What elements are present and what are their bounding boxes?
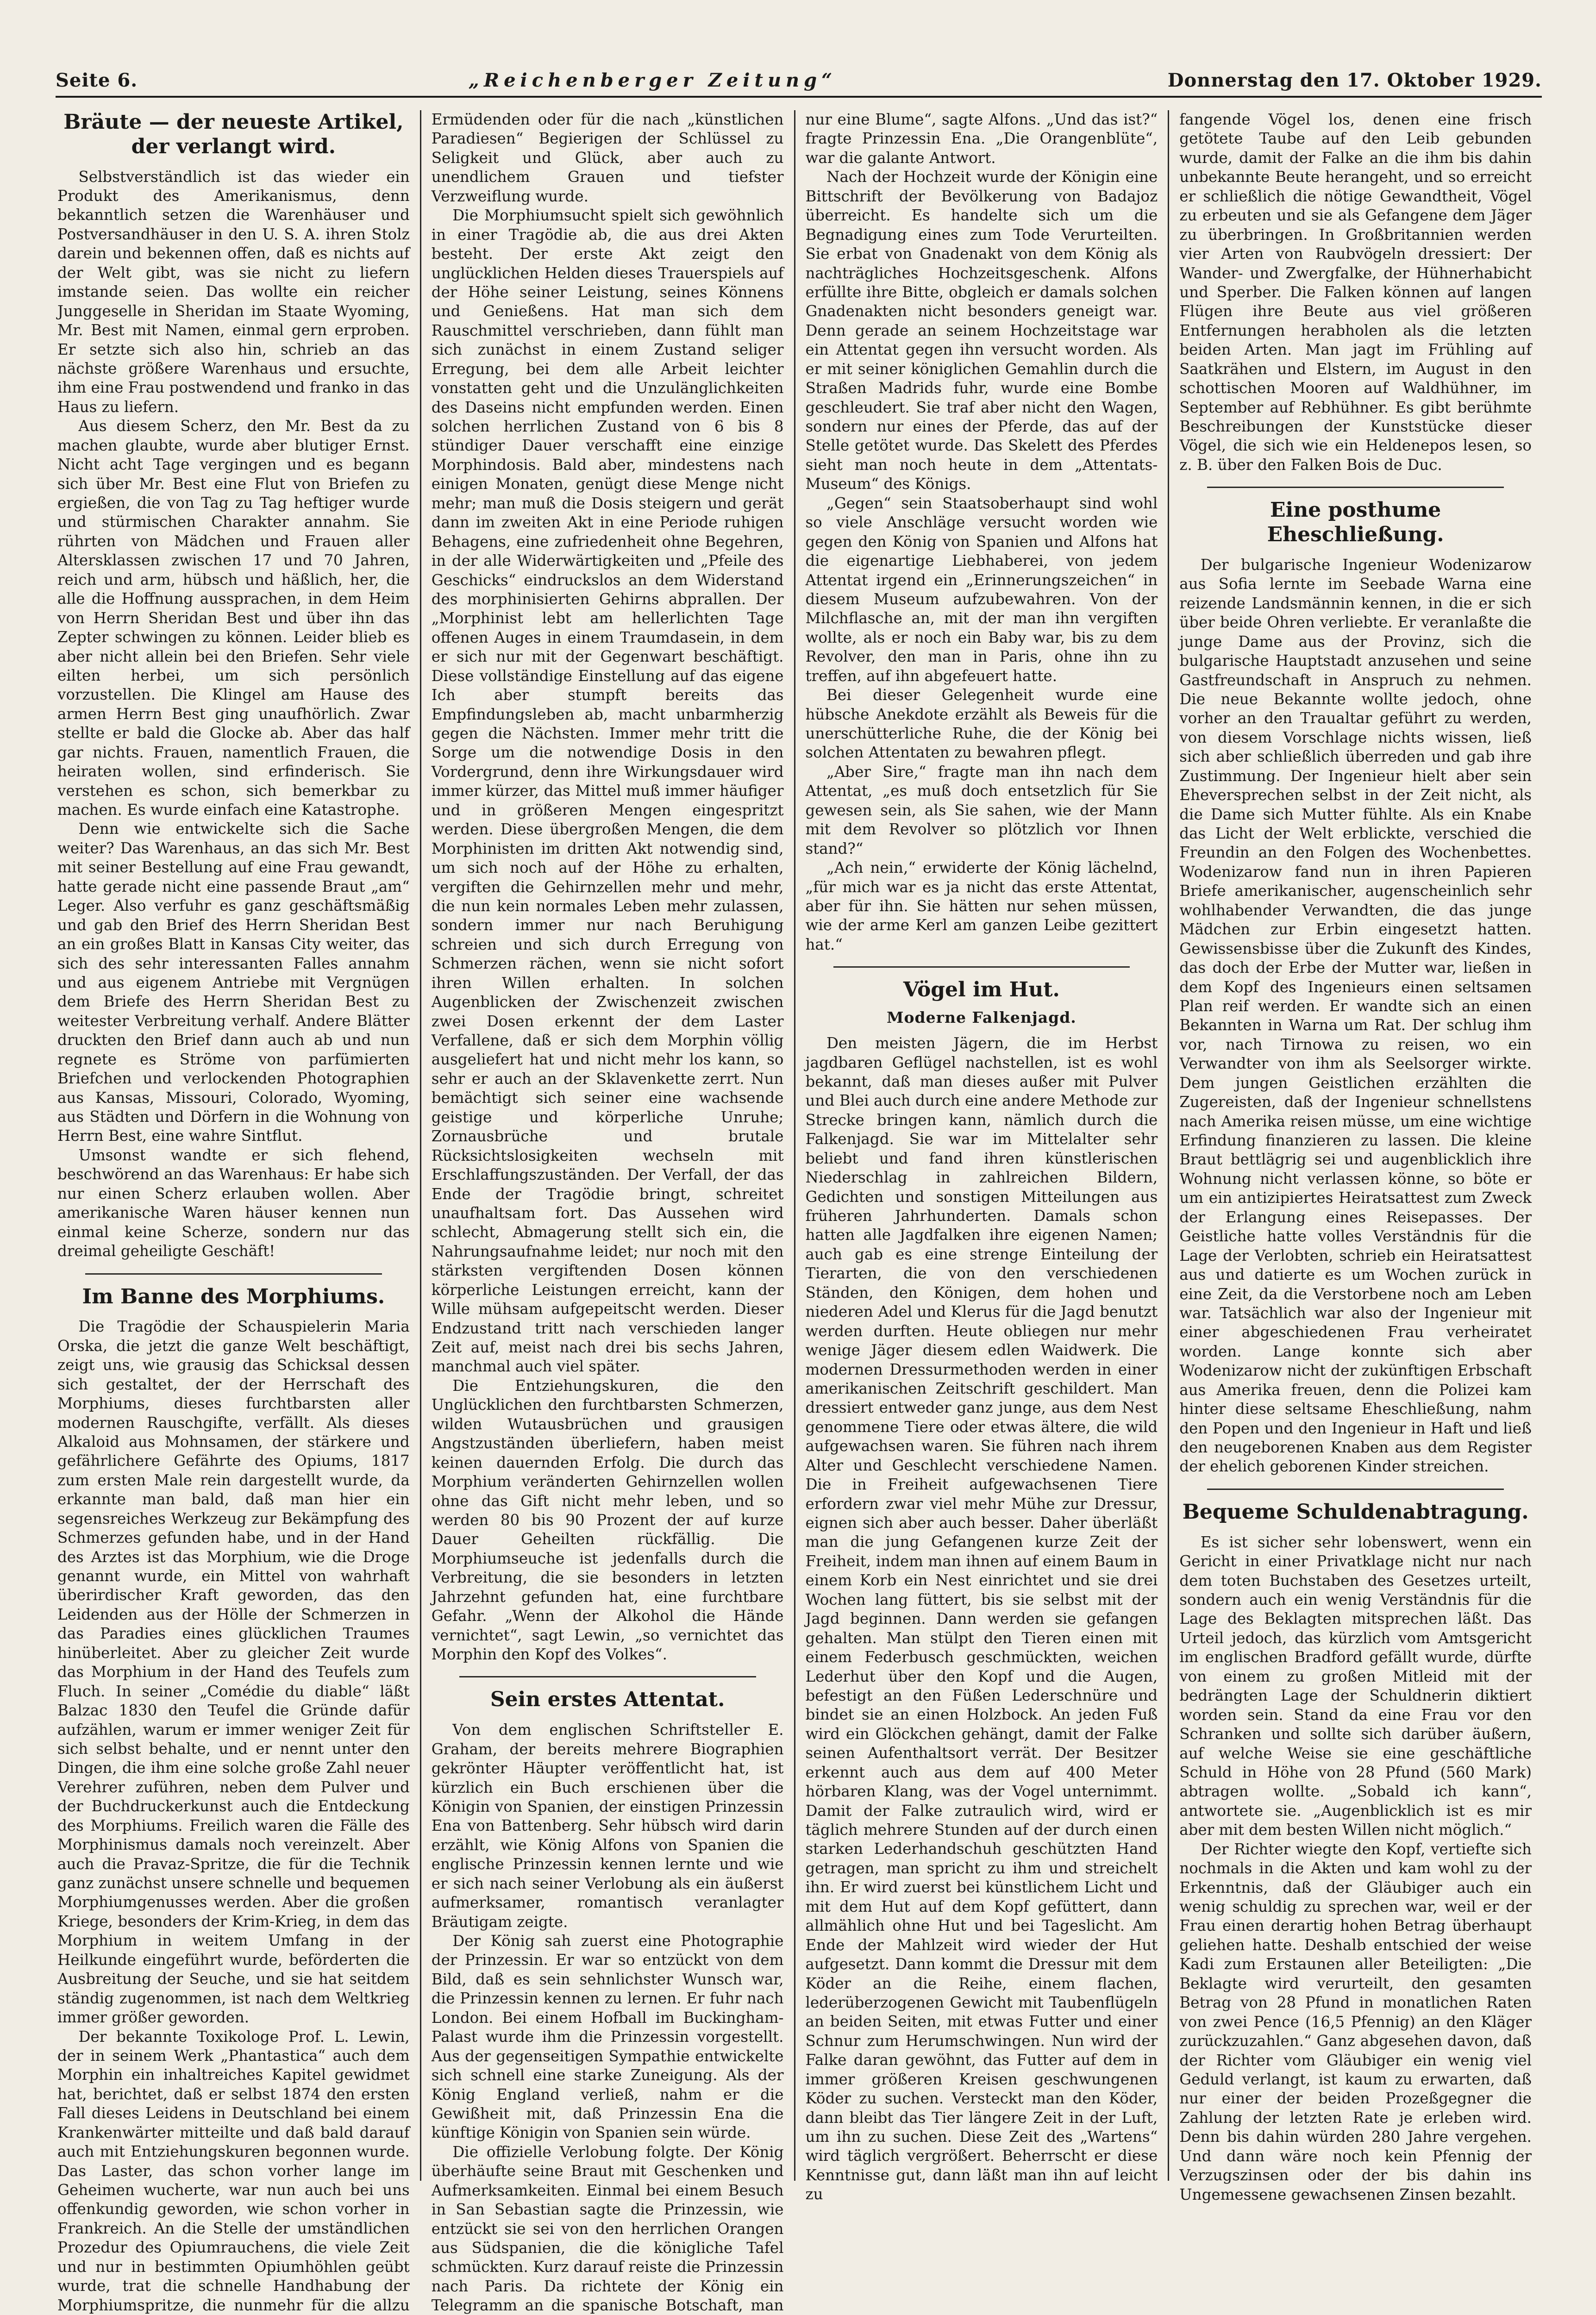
paragraph: Den meisten Jägern, die im Herbst jagdbaren Geflügel nachstellen, ist es wohl bekannt, daß man dieses außer mit Pulver und Blei auch durch eine andere Methode zur Strecke bringen kann, nämlich durch die Falkenjagd. Sie war im Mittelalter sehr beliebt und fand ihren künstlerischen Niederschlag in zahlreichen Bildern, Gedichten und sonstigen Mitteilungen aus früheren Jahrhunderten. Damals schon hatten alle Jagdfalken ihre eigenen Namen; auch gab es eine strenge Einteilung der Tierarten, die von den verschiedenen Ständen, den Königen, dem hohen und niederen Adel und Klerus für die Jagd benutzt werden durften. Heute obliegen nur mehr wenige Jäger diesem edlen Waidwerk. Die modernen Dressurmethoden werden in einer amerikanischen Zeitschrift geschildert. Man dressiert entweder ganz junge, aus dem Nest genommene Tiere oder etwas ältere, die wild aufgewachsen waren. Sie führen nach ihrem Alter und Geschlecht verschiedene Namen. Die in Freiheit aufgewachsenen Tiere erfordern zwar viel mehr Mühe zur Dressur, eignen sich aber auch besser. Daher überläßt man die jung Gefangenen kurze Zeit der Freiheit, indem man ihnen auf einem Baum in einem Korb ein Nest einrichtet und sie drei Wochen lang füttert, bis sie selbst mit der Jagd beginnen. Dann werden sie gefangen gehalten. Man stülpt den Tieren einen mit einem Federbusch geschmückten, weichen Lederhut über den Kopf und die Augen, befestigt an den Füßen Lederschnüre und bindet sie an einen Holzbock. An jeden Fuß wird ein Glöckchen gehängt, damit der Falke seinen Aufenthaltsort verrät. Der Besitzer erkennt auch aus dem auf 400 Meter hörbaren Klang, was der Vogel unternimmt. Damit der Falke zutraulich wird, wird er täglich mehrere Stunden auf der durch einen starken Lederhandschuh geschützten Hand getragen, man spricht zu ihm und streichelt ihn. Er wird zuerst bei künstlichem Licht und mit dem Hut auf dem Kopf gefüttert, dann allmählich ohne Hut und bei Tageslicht. Am Ende der Mahlzeit wird wieder der Hut aufgesetzt. Dann kommt die Dressur mit dem Köder an die Reihe, einem flachen, lederüberzogenen Gewicht mit Taubenflügeln an beiden Seiten, mit etwas Futter und einer Schnur zum Herumschwingen. Nun wird der Falke daran gewöhnt, das Futter auf dem in immer größeren Kreisen geschwungenen Köder zu suchen. Versteckt man den Köder, dann bleibt das Tier längere Zeit in der Luft, um ihn zu suchen. Diese Zeit des „Wartens“ wird täglich vergrößert. Beherrscht er diese Kenntnisse gut, dann läßt man ihn auf leicht zu — [805, 1034, 1158, 2203]
column-2 — [421, 110, 795, 2315]
paragraph: „Ach nein,“ erwiderte der König lächelnd, „für mich war es ja nicht das erste Attentat, aber für ihn. Sie hätten nur sehen müssen, wie der arme Kerl am ganzen Leibe gezittert hat.“ — [805, 859, 1158, 953]
masthead — [56, 69, 1542, 98]
column-4 — [1169, 110, 1542, 2203]
article-title-morphium: Im Banne des Morphiums. — [82, 1284, 385, 1308]
paragraph: „Aber Sire,“ fragte man ihn nach dem Attentat, „es muß doch entsetzlich für Sie gewesen sein, als Sie sahen, wie der Mann mit dem Revolver so plötzlich vor Ihnen stand?“ — [805, 763, 1158, 857]
paragraph: Es ist sicher sehr lobenswert, wenn ein Gericht in einer Privatklage nicht nur nach dem toten Buchstaben des Gesetzes urteilt, sondern auch ein wenig Verständnis für die Lage des Beklagten mitsprechen läßt. Das Urteil jedoch, das kürzlich vom Amtsgericht im englischen Bradford gefällt wurde, dürfte von einem zu großen Mitleid mit der bedrängten Lage der Schuldnerin diktiert worden sein. Stand da eine Frau vor den Schranken und sollte sich darüber äußern, auf welche Weise sie eine geschäftliche Schuld in Höhe von 28 Pfund (560 Mark) abtragen wollte. „Sobald ich kann“, antwortete sie. „Augenblicklich ist es mir aber mit dem besten Willen nicht möglich.“ — [1179, 1533, 1532, 1839]
newspaper-title: „Reichenberger Zeitung“ — [468, 69, 837, 91]
paragraph: Von dem englischen Schriftsteller E. Graham, der bereits mehrere Biographien gekrönter Häupter veröffentlicht hat, ist kürzlich ein Buch erschienen über die Königin von Spanien, der einstigen Prinzessin Ena von Battenberg. Sehr hübsch wird darin erzählt, wie König Alfons von Spanien die englische Prinzessin kennen lernte und wie er sich nach seiner Verlobung als ein äußerst aufmerksamer, romantisch veranlagter Bräutigam zeigte. — [431, 1721, 784, 1931]
paragraph: Die Tragödie der Schauspielerin Maria Orska, die jetzt die ganze Welt beschäftigt, zeigt uns, wie grausig das Schicksal dessen sich gestaltet, der der Herrschaft des Morphiums, dieses furchtbarsten aller modernen Rauschgifte, verfällt. Als dieses Alkaloid aus Mohnsamen, der stärkere und gefährlichere Gefährte des Opiums, 1817 zum ersten Male rein dargestellt wurde, da erkannte man bald, daß man hier ein segensreiches Werkzeug zur Bekämpfung des Schmerzes gefunden habe, und in der Hand des Arztes ist das Morphium, wie die Droge genannt wurde, ein Mittel von wahrhaft überirdischer Kraft geworden, das den Leidenden aus der Hölle der Schmerzen in das Paradies eines glücklichen Traumes hinüberleitet. Aber zu gleicher Zeit wurde das Morphium in der Hand des Teufels zum Fluch. In seiner „Comédie du diable“ läßt Balzac 1830 den Teufel die Gründe dafür aufzählen, warum er immer weniger Zeit für sich selbst behalte, und er nennt unter den Dingen, die ihm eine solche große Zahl neuer Verehrer zuführen, neben dem Pulver und der Buchdruckerkunst auch die Entdeckung des Morphiums. Freilich waren die Fälle des Morphinismus damals noch vereinzelt. Aber auch die Pravaz-Spritze, die für die Technik ganz zunächst unsere schnelle und bequemen Morphiumgenusses werden. Aber die großen Kriege, besonders der Krim-Krieg, in dem das Morphium in weitem Umfang in der Heilkunde eingeführt wurde, beförderten die Ausbreitung der Seuche, und sie hat seitdem ständig zugenommen, ist nach dem Weltkrieg immer größer geworden. — [57, 1318, 410, 2027]
paragraph: Ermüdenden oder für die nach „künstlichen Paradiesen“ Begierigen der Schlüssel zu Seligkeit und Glück, aber auch zu unendlichem Grauen und tiefster Verzweiflung wurde. — [431, 111, 784, 205]
paragraph: Die Entziehungskuren, die den Unglücklichen den furchtbarsten Schmerzen, wilden Wutausbrüchen und grausigen Angstzuständen überliefern, haben meist keinen dauernden Erfolg. Die durch das Morphium veränderten Gehirnzellen wollen ohne das Gift nicht mehr leben, und so werden 80 bis 90 Prozent der auf kurze Dauer Geheilten rückfällig. Die Morphiumseuche ist jedenfalls durch die Verbreitung, die sie besonders in letzten Jahrzehnt gefunden hat, eine furchtbare Gefahr. „Wenn der Alkohol die Hände vernichtet“, sagt Lewin, „so vernichtet das Morphin den Kopf des Volkes“. — [431, 1376, 784, 1663]
article-divider — [1207, 1489, 1504, 1490]
article-divider — [833, 966, 1130, 968]
columns — [56, 110, 1542, 2315]
article-title-schuldenabtragung: Bequeme Schuldenabtragung. — [1182, 1500, 1529, 1524]
paragraph: fangende Vögel los, denen eine frisch getötete Taube auf den Leib gebunden wurde, damit der Falke an die ihm bis dahin unbekannte Beute herangeht, und so erreicht er schließlich die nötige Gewandtheit, Vögel zu erbeuten und sie als Gefangene dem Jäger zu überbringen. In Großbritannien werden vier Arten von Raubvögeln dressiert: Der Wander- und Zwergfalke, der Hühnerhabicht und Sperber. Die Falken können auf langen Flügen ihre Beute aus viel größeren Entfernungen herabholen als die letzten beiden Arten. Man jagt im Frühling auf Saatkrähen und Elstern, im August in den schottischen Mooren auf Waldhühner, im September auf Rebhühner. Es gibt berühmte Beschreibungen der Kunststücke dieser Vögel, die sich wie ein Heldenepos lesen, so z. B. über den Falken Bois de Duc. — [1179, 111, 1532, 474]
article-subtitle: Moderne Falkenjagd. — [886, 1008, 1077, 1027]
article-divider — [85, 1273, 382, 1275]
article-title-voegel: Vögel im Hut. — [903, 978, 1060, 1002]
paragraph: Selbstverständlich ist das wieder ein Produkt des Amerikanismus, denn bekanntlich setzen die Warenhäuser und Postversandhäuser in den U. S. A. ihren Stolz darein und bekennen offen, daß es nichts auf der Welt gibt, was sie nicht zu liefern imstande seien. Das wollte ein reicher Junggeselle in Sheridan im Staate Wyoming, Mr. Best mit Namen, einmal gern erproben. Er setzte sich also hin, schrieb an das nächste größere Warenhaus und ersuchte, ihm eine Frau postwendend und franko in das Haus zu liefern. — [57, 168, 410, 416]
issue-date: Donnerstag den 17. Oktober 1929. — [1167, 69, 1542, 91]
paragraph: „Gegen“ sein Staatsoberhaupt sind wohl so viele Anschläge versucht worden wie gegen den König von Spanien und Alfons hat die eigenartige Liebhaberei, von jedem Attentat irgend ein „Erinnerungszeichen“ in diesem Museum aufzubewahren. Von der Milchflasche an, mit der man ihn vergiften wollte, als er noch ein Baby war, bis zu dem Revolver, den man in Paris, ohne ihn zu treffen, auf ihn abgefeuert hatte. — [805, 494, 1158, 685]
article-divider — [459, 1676, 756, 1677]
paragraph: Die Morphiumsucht spielt sich gewöhnlich in einer Tragödie ab, die aus drei Akten besteht. Der erste Akt zeigt den unglücklichen Helden dieses Trauerspiels auf der Höhe seiner Leistung, seines Könnens und Genießens. Hat man sich dem Rauschmittel verschrieben, dann fühlt man sich zunächst in einem Zustand seliger Erregung, bei dem alle Arbeit leichter vonstatten geht und die Unzulänglichkeiten des Daseins nicht empfunden werden. Einen solchen herrlichen Zustand von 6 bis 8 stündiger Dauer verschafft eine einzige Morphindosis. Bald aber, mindestens nach einigen Monaten, genügt diese Menge nicht mehr; man muß die Dosis steigern und gerät dann im zweiten Akt in eine Periode ruhigen Behagens, eine zufriedenheit ohne Begehren, in der alle Widerwärtigkeiten und „Pfeile des Geschicks“ eindruckslos an dem Widerstand des morphinisierten Gehirns abprallen. Der „Morphinist lebt am hellerlichten Tage offenen Auges in einem Traumdasein, in dem er sich nur mit der Gegenwart beschäftigt. Diese vollständige Einstellung auf das eigene Ich aber stumpft bereits das Empfindungsleben ab, macht unbarmherzig gegen die Nächsten. Immer mehr tritt die Sorge um die notwendige Dosis in den Vordergrund, denn ihre Wirkungsdauer wird immer kürzer, das Mittel muß immer häufiger und in größeren Mengen eingespritzt werden. Diese übergroßen Mengen, die dem Morphinisten im dritten Akt notwendig sind, um sich noch auf der Höhe zu erhalten, vergiften die Gehirnzellen mehr und mehr, die nun kein normales Leben mehr zulassen, sondern immer nur nach Beruhigung schreien und sich durch Erregung von Schmerzen rächen, wenn sie nicht sofort ihren Willen erhalten. In solchen Augenblicken der Zwischenzeit zwischen zwei Dosen erkennt der dem Laster Verfallene, daß er sich dem Morphin völlig ausgeliefert hat und nicht mehr los kann, so sehr er auch an der Sklavenkette zerrt. Nun bemächtigt sich seiner eine wachsende geistige und körperliche Unruhe; Zornausbrüche und brutale Rücksichtslosigkeiten wechseln mit Erschlaffungszuständen. Der Verfall, der das Ende der Tragödie bringt, schreitet unaufhaltsam fort. Das Aussehen wird schlecht, Abmagerung stellt sich ein, die Nahrungsaufnahme leidet; nur noch mit den stärksten vergiftenden Dosen können körperliche Leistungen erreicht, kann der Wille mühsam aufgepeitscht werden. Dieser Endzustand tritt nach verschieden langer Zeit auf, meist nach drei bis sechs Jahren, manchmal auch viel später. — [431, 206, 784, 1376]
paragraph: Aus diesem Scherz, den Mr. Best da zu machen glaubte, wurde aber blutiger Ernst. Nicht acht Tage vergingen und es begann sich über Mr. Best eine Flut von Briefen zu ergießen, die von Tag zu Tag heftiger wurde und stürmischen Charakter annahm. Sie rührten von Mädchen und Frauen aller Altersklassen zwischen 17 und 70 Jahren, reich und arm, hübsch und häßlich, her, die alle die Hoffnung aussprachen, in dem Heim von Herrn Sheridan Best und über ihn das Zepter schwingen zu können. Leider blieb es aber nicht allein bei den Briefen. Sehr viele eilten herbei, um sich persönlich vorzustellen. Die Klingel am Hause des armen Herrn Best ging unaufhörlich. Zwar stellte er bald die Glocke ab. Aber das half gar nichts. Frauen, namentlich Frauen, die heiraten wollen, sind erfinderisch. Sie verstehen es schon, sich bemerkbar zu machen. Es wurde einfach eine Katastrophe. — [57, 417, 410, 819]
page-number: Seite 6. — [56, 69, 138, 91]
paragraph: Umsonst wandte er sich flehend, beschwörend an das Warenhaus: Er habe sich nur einen Scherz erlauben wollen. Aber amerikanische Waren häuser kennen nun einmal keine Scherze, sondern nur das dreimal geheiligte Geschäft! — [57, 1146, 410, 1260]
paragraph: Der bulgarische Ingenieur Wodenizarow aus Sofia lernte im Seebade Warna eine reizende Landsmännin kennen, in die er sich über beide Ohren verliebte. Er veranlaßte die junge Dame aus der Provinz, sich die bulgarische Hauptstadt anzusehen und seine Gastfreundschaft in Anspruch zu nehmen. Die neue Bekannte wollte jedoch, ohne vorher an den Traualtar geführt zu werden, von diesem Vorschlage nichts wissen, ließ sich aber schließlich überreden und gab ihre Zustimmung. Der Ingenieur hielt aber sein Eheversprechen selbst in der Zeit nicht, als die Dame sich Mutter fühlte. Als ein Knabe das Licht der Welt erblickte, verschied die Freundin an den Folgen des Wochenbettes. Wodenizarow fand nun in ihren Papieren Briefe amerikanischer, augenscheinlich sehr wohlhabender Verwandten, die das junge Mädchen zur Erbin eingesetzt hatten. Gewissensbisse über die Zukunft des Kindes, das doch der Erbe der Mutter war, ließen in dem Kopf des Ingenieurs einen seltsamen Plan reif werden. Er wandte sich an einen Bekannten in Warna um Rat. Der schlug ihm vor, nach Tirnowa zu reisen, wo ein Verwandter von ihm als Seelsorger wirkte. Dem jungen Geistlichen erzählten die Zugereisten, daß der Ingenieur schnellstens nach Amerika reisen müsse, um eine wichtige Erfindung finanzieren zu lassen. Die kleine Braut bettlägrig sei und augenblicklich ihre Wohnung nicht verlassen könne, so böte er um ein antizipiertes Heiratsattest zum Zweck der Erlangung eines Reisepasses. Der Geistliche hatte volles Verständnis für die Lage der Verlobten, schrieb ein Heiratsattest aus und datierte es um Wochen zurück in eine Zeit, da die Verstorbene noch am Leben war. Tatsächlich war also der Ingenieur mit einer abgeschiedenen Frau verheiratet worden. Lange konnte sich aber Wodenizarow nicht der zukünftigen Erbschaft aus Amerika freuen, denn die Polizei kam hinter diese seltsame Eheschließung, nahm den Popen und den Ingenieur in Haft und ließ den neugeborenen Knaben aus dem Register der ehelich geborenen Kinder streichen. — [1179, 556, 1532, 1476]
article-title-attentat: Sein erstes Attentat. — [490, 1688, 725, 1712]
paragraph: Denn wie entwickelte sich die Sache weiter? Das Warenhaus, an das sich Mr. Best mit seiner Bestellung auf eine Frau gewandt, hatte gerade nicht eine passende Braut „am“ Leger. Also verfuhr es ganz geschäftsmäßig und gab den Brief des Herrn Sheridan Best an ein großes Blatt in Kansas City weiter, das sich des sehr interessanten Falles annahm und aus eigenem Antriebe mit Vergnügen dem Briefe des Herrn Sheridan Best zu weitester Verbreitung verhalf. Andere Blätter druckten den Brief dann auch ab und nun regnete es Ströme von parfümierten Briefchen und verlockenden Photographien aus Kansas, Missouri, Colorado, Wyoming, aus Städten und Dörfern in die Wohnung von Herrn Best, eine wahre Sintflut. — [57, 820, 410, 1145]
newspaper-page — [56, 69, 1542, 2315]
paragraph: nur eine Blume“, sagte Alfons. „Und das ist?“ fragte Prinzessin Ena. „Die Orangenblüte“, war die galante Antwort. — [805, 111, 1158, 167]
paragraph: Der Richter wiegte den Kopf, vertiefte sich nochmals in die Akten und kam wohl zu der Erkenntnis, daß der Gläubiger auch ein wenig schuldig zu sprechen war, weil er der Frau einen derartig hohen Betrag überhaupt geliehen hatte. Deshalb entschied der weise Kadi zum Erstaunen aller Beteiligten: „Die Beklagte wird verurteilt, den gesamten Betrag von 28 Pfund in monatlichen Raten von zwei Pence (16,5 Pfennig) an den Kläger zurückzuzahlen.“ Ganz abgesehen davon, daß der Richter vom Gläubiger ein wenig viel Geduld verlangt, ist kaum zu erwarten, daß nur einer der beiden Prozeßgegner die Zahlung der letzten Rate je erleben wird. Denn bis dahin würden 280 Jahre vergehen. Und dann wäre noch kein Pfennig der Verzugszinsen oder der bis dahin ins Ungemessene gewachsenen Zinsen bezahlt. — [1179, 1840, 1532, 2203]
paragraph: Der König sah zuerst eine Photographie der Prinzessin. Er war so entzückt von dem Bild, daß es sein sehnlichster Wunsch war, die Prinzessin kennen zu lernen. Er fuhr nach London. Bei einem Hofball im Buckingham-Palast wurde ihm die Prinzessin vorgestellt. Aus der gegenseitigen Sympathie entwickelte sich schnell eine starke Zuneigung. Als der König England verließ, nahm er die Gewißheit mit, daß Prinzessin Ena die künftige Königin von Spanien sein würde. — [431, 1932, 784, 2142]
paragraph: Der bekannte Toxikologe Prof. L. Lewin, der in seinem Werk „Phantastica“ auch dem Morphin ein inhaltreiches Kapitel gewidmet hat, berichtet, daß er selbst 1874 den ersten Fall dieses Leidens in Deutschland bei einem Krankenwärter mitteilte und daß bald darauf auch mit Entziehungskuren begonnen wurde. Das Laster, das schon vorher lange im Geheimen wucherte, war nun auch bei uns offenkundig geworden, wie schon vorher in Frankreich. An die Stelle der umständlichen Prozedur des Opiumrauchens, die viele Zeit und nur in bestimmten Opiumhöhlen geübt wurde, trat die schnelle Handhabung der Morphiumspritze, die nunmehr für die allzu — [57, 2027, 410, 2314]
paragraph: Nach der Hochzeit wurde der Königin eine Bittschrift der Bevölkerung von Badajoz überreicht. Es handelte sich um die Begnadigung eines zum Tode Verurteilten. Sie erbat von Gnadenakt von dem König als nachträgliches Hochzeitsgeschenk. Alfons erfüllte ihre Bitte, obgleich er damals solchen Gnadenakten nicht besonders geneigt war. Denn gerade an seinem Hochzeitstage war ein Attentat gegen ihn versucht worden. Als er mit seiner königlichen Gemahlin durch die Straßen Madrids fuhr, wurde eine Bombe geschleudert. Sie traf aber nicht den Wagen, sondern nur eines der Pferde, das auf der Stelle getötet wurde. Das Skelett des Pferdes sieht man noch heute in dem „Attentats-Museum“ des Königs. — [805, 168, 1158, 493]
article-title-eheschliessung: Eine posthume Eheschließung. — [1267, 498, 1444, 547]
column-1 — [56, 110, 421, 2314]
paragraph: Die offizielle Verlobung folgte. Der König überhäufte seine Braut mit Geschenken und Aufmerksamkeiten. Einmal bei einem Besuch in San Sebastian sagte die Prinzessin, wie entzückt sie sei von den herrlichen Orangen aus Südspanien, die die königliche Tafel schmückten. Kurz darauf reiste die Prinzessin nach Paris. Da richtete der König ein Telegramm an die spanische Botschaft, man — [431, 2143, 784, 2315]
paragraph: Bei dieser Gelegenheit wurde eine hübsche Anekdote erzählt als Beweis für die unerschütterliche Ruhe, die der König bei solchen Attentaten zu bewahren pflegt. — [805, 686, 1158, 762]
article-divider — [1207, 487, 1504, 488]
article-title-braeute: Bräute — der neueste Artikel, der verlangt wird. — [63, 110, 404, 158]
column-3 — [795, 110, 1170, 2203]
